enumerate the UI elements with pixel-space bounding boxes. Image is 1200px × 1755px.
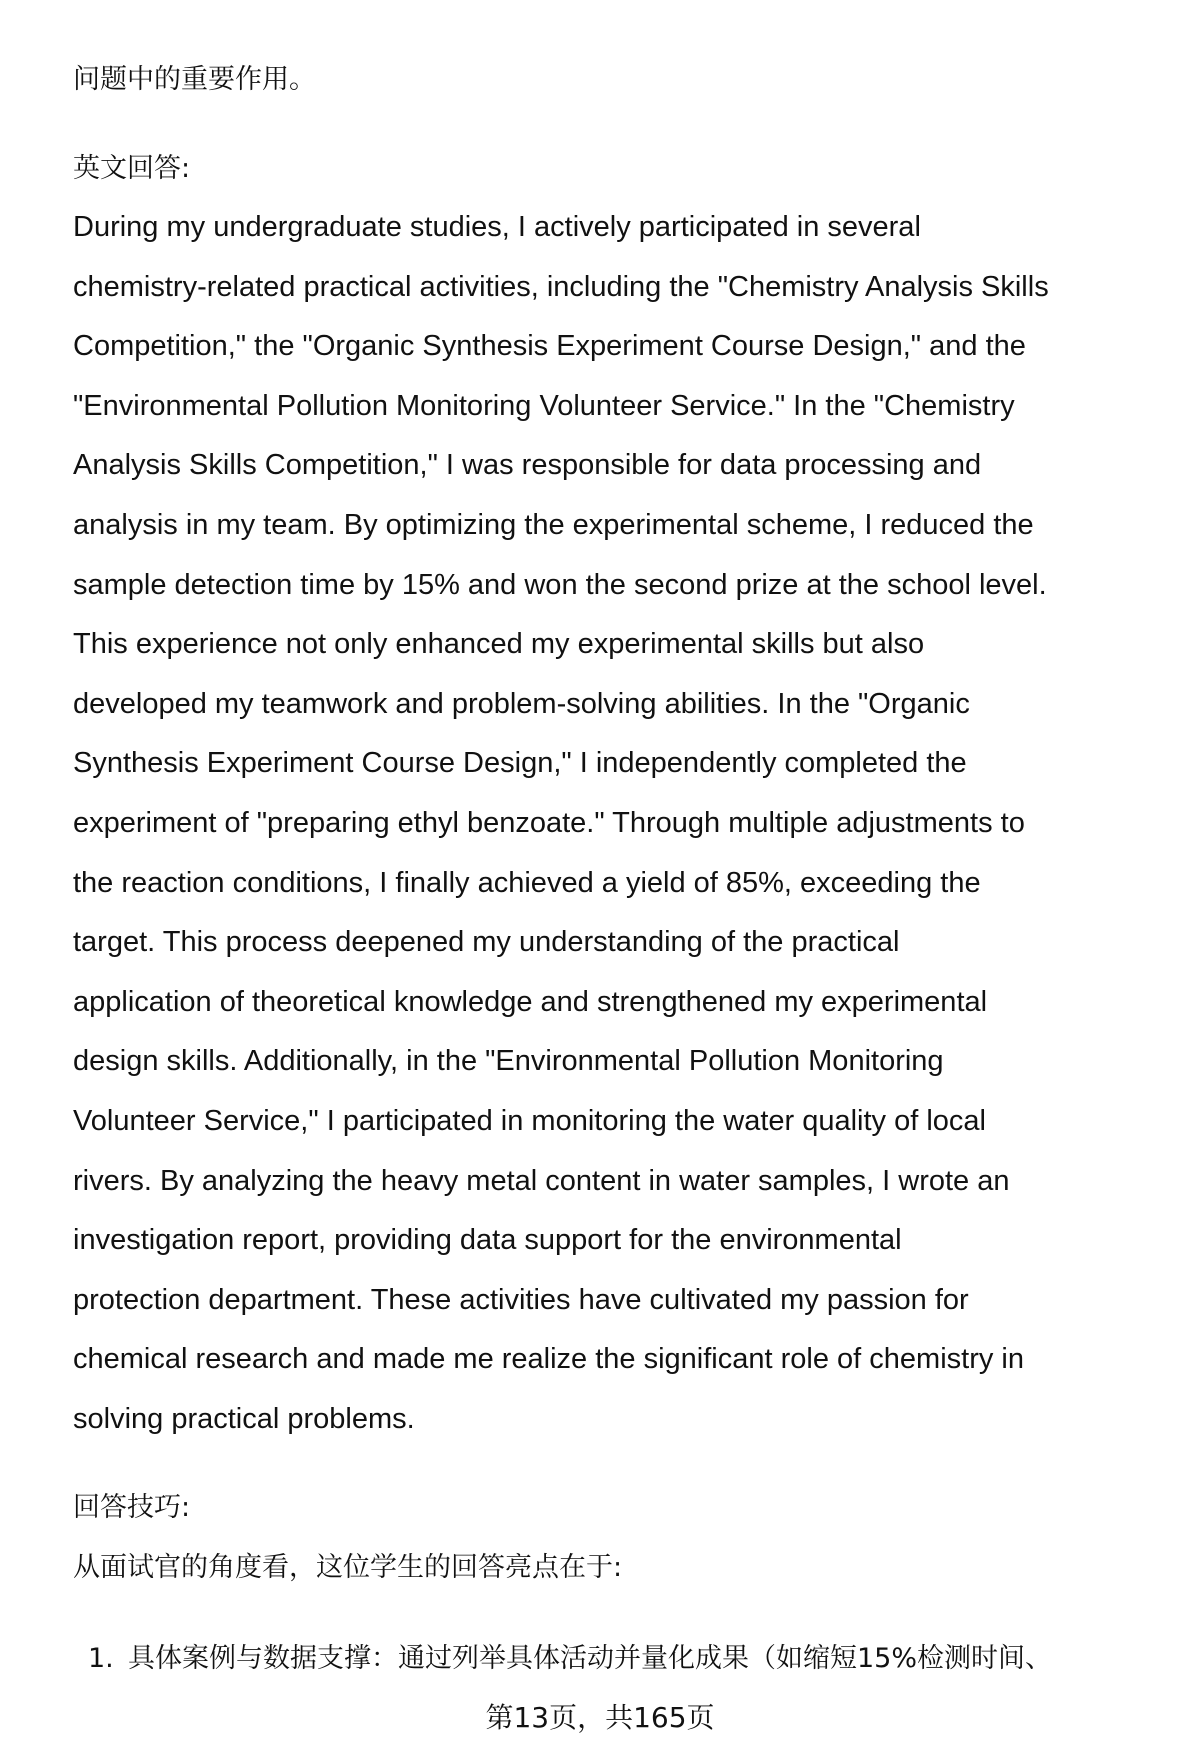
answer-line: developed my teamwork and problem-solving abilities. In the "Organic — [73, 687, 970, 720]
list-item-text: 具体案例与数据支撑：通过列举具体活动并量化成果（如缩短15%检测时间、 — [128, 1643, 1053, 1674]
list-item — [88, 1636, 1052, 1675]
list-item-number: 1. — [88, 1643, 114, 1674]
answer-line: Analysis Skills Competition," I was responsible for data processing and — [73, 449, 982, 482]
tips-heading: 回答技巧: — [73, 1492, 191, 1523]
answer-line: investigation report, providing data support for the environmental — [73, 1224, 902, 1257]
answer-line: application of theoretical knowledge and strengthened my experimental — [73, 985, 988, 1018]
answer-line: target. This process deepened my understanding of the practical — [73, 926, 900, 959]
answer-line: During my undergraduate studies, I actively participated in several — [73, 211, 921, 243]
answer-line: chemical research and made me realize the significant role of chemistry in — [73, 1343, 1024, 1376]
answer-line: Competition," the "Organic Synthesis Experiment Course Design," and the — [73, 330, 1026, 363]
page-footer: 第13页，共165页 — [485, 1701, 715, 1734]
answer-line: rivers. By analyzing the heavy metal content in water samples, I wrote an — [73, 1164, 1010, 1197]
answer-line: solving practical problems. — [73, 1402, 415, 1435]
answer-line: "Environmental Pollution Monitoring Volunteer Service." In the "Chemistry — [73, 389, 1015, 422]
answer-line: the reaction conditions, I finally achieved a yield of 85%, exceeding the — [73, 866, 981, 899]
english-answer-paragraph — [73, 198, 1049, 1449]
answer-line: Synthesis Experiment Course Design," I independently completed the — [73, 747, 967, 780]
tips-intro: 从面试官的角度看，这位学生的回答亮点在于: — [73, 1552, 623, 1583]
answer-line: sample detection time by 15% and won the second prize at the school level. — [73, 568, 1047, 601]
answer-line: chemistry-related practical activities, including the "Chemistry Analysis Skills — [73, 270, 1049, 303]
intro-tail-text: 问题中的重要作用。 — [73, 64, 316, 95]
answer-line: This experience not only enhanced my experimental skills but also — [73, 628, 925, 661]
answer-line: experiment of "preparing ethyl benzoate." Through multiple adjustments to — [73, 806, 1025, 839]
tips-list — [88, 1636, 1052, 1675]
answer-line: protection department. These activities have cultivated my passion for — [73, 1283, 969, 1316]
answer-line: design skills. Additionally, in the "Environmental Pollution Monitoring — [73, 1045, 944, 1078]
answer-line: analysis in my team. By optimizing the experimental scheme, I reduced the — [73, 508, 1034, 541]
answer-line: Volunteer Service," I participated in monitoring the water quality of local — [73, 1104, 987, 1137]
english-answer-heading: 英文回答: — [73, 153, 191, 184]
